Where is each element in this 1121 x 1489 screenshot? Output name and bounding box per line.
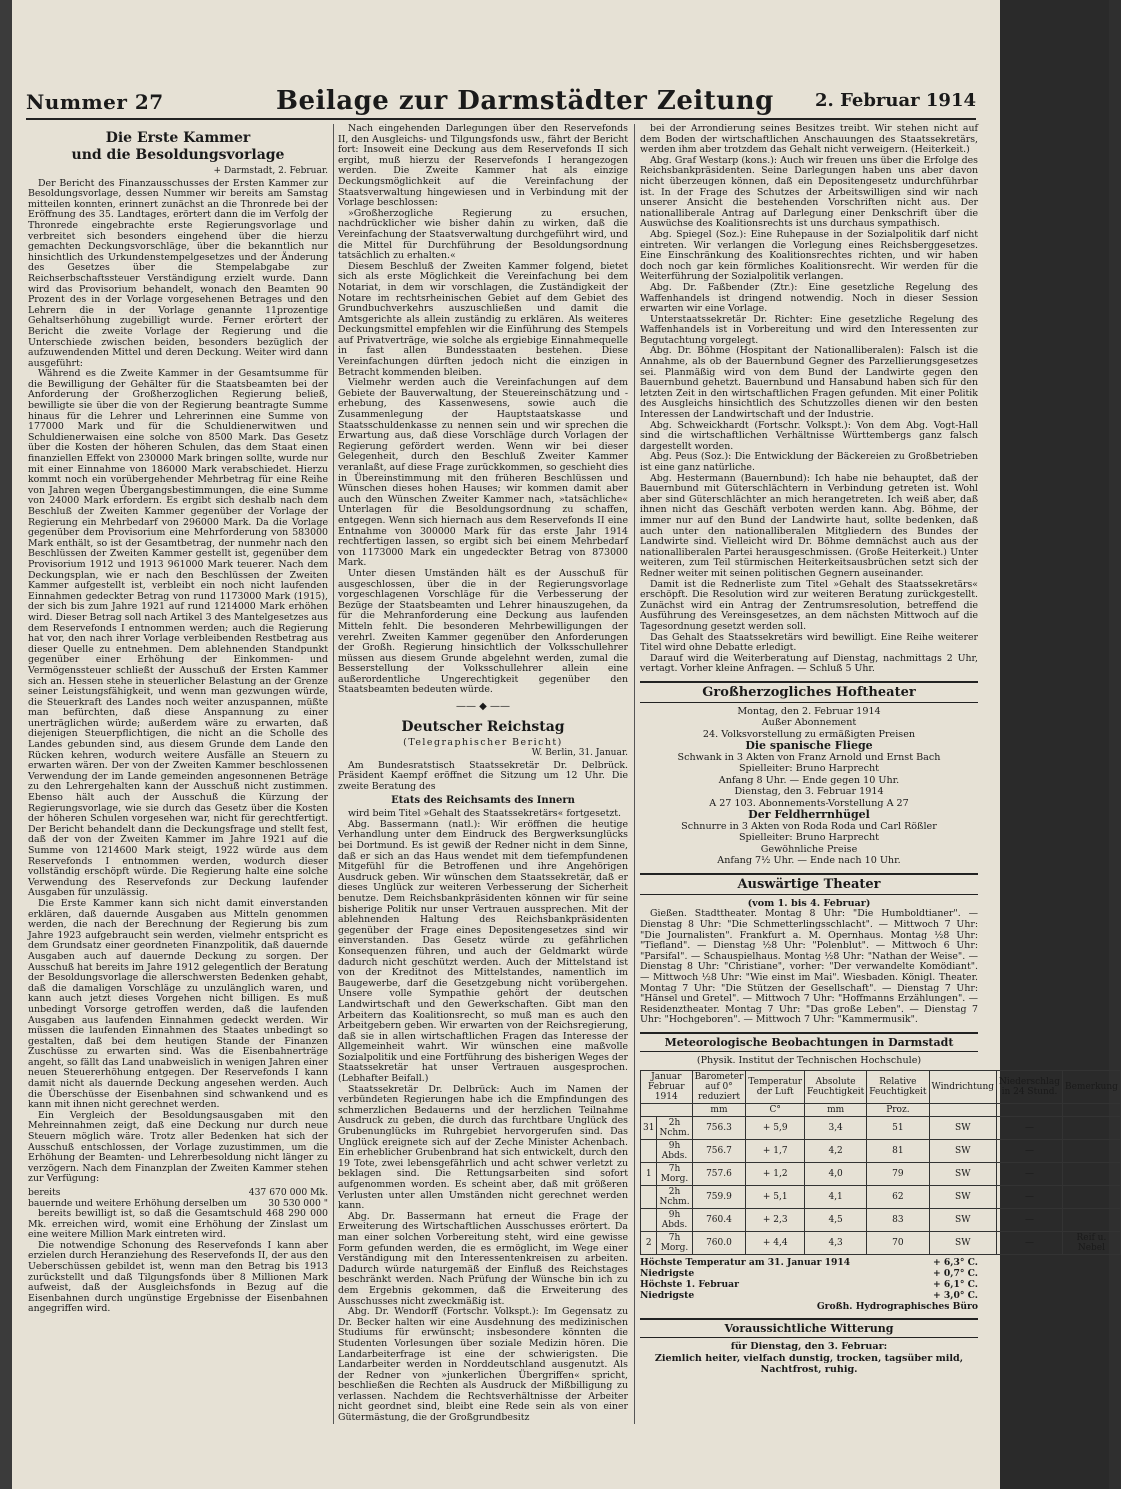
meteo-cell: —	[997, 1140, 1063, 1163]
meteo-table	[640, 1070, 1121, 1255]
paragraph: Abg. Graf Westarp (kons.): Auch wir freuen uns über die Erfolge des Reichsbankpräsidenten. Seine Darlegungen haben uns aber davon nicht überzeugen können, daß ein Depositengesetz undurchführbar ist. In der Frage des Schutzes der Arbeitswilligen sind wir nach unserer Ansicht die bestehenden Vorschriften nicht aus. Der nationalliberale Antrag auf Darlegung einer Denkschrift über die Auswüchse des Koalitionsrechts ist uns durchaus sympathisch.	[640, 154, 978, 230]
meteo-cell: 31	[641, 1117, 657, 1140]
paragraph: Abg. Dr. Böhme (Hospitant der Nationalliberalen): Falsch ist die Annahme, als ob der Bauernbund Gegner des Parzellierungsgesetzes sei. Planmäßig wird von dem Bund der Landwirte gegen den Bauernbund gehetzt. Bauernbund und Hansabund haben sich für den letzten Zeit in den wirtschaftlichen Fragen gefunden. Mit einer Politik des Ausgleichs hinsichtlich des Schutzzolles dienen wir den besten Interessen der Landwirtschaft und der Industrie.	[640, 345, 978, 421]
paragraph: Der Bericht des Finanzausschusses der Ersten Kammer zur Besoldungsvorlage, dessen Nummer wir bereits am Samstag mitteilen konnten, erinnert zunächst an die Thronrede bei der Eröffnung des 35. Landtages, erörtert dann die im Verfolg der Thronrede eingebrachte erste Regierungsvorlage und verbreitet sich besonders eingehend über die hierzu gemachten Deckungsvorschläge, über die bekanntlich nur hinsichtlich des Urkundenstempelgesetzes und der Änderung des Gesetzes über die Stempelabgabe zur Reichserbschaftssteuer Verständigung erzielt wurde. Dann wird das Provisorium behandelt, wonach den Beamten 90 Prozent des in der Vorlage vorgesehenen Betrages und den Lehrern die in der Vorlage genannte 11prozentige Gehaltserhöhung zugebilligt wurde. Ferner erörtert der Bericht die zweite Vorlage der Regierung und die Unterschiede zwischen beiden, besonders bezüglich der aufzuwendenden Mittel und deren Deckung. Weiter wird dann ausgeführt:	[28, 177, 328, 369]
sum-value: 30 530 000 "	[268, 1198, 328, 1209]
meteo-cell: 756.3	[692, 1117, 746, 1140]
meteo-cell	[641, 1186, 657, 1209]
meteo-cell: 9h Abds.	[657, 1209, 692, 1232]
forecast-text: Ziemlich heiter, vielfach dunstig, trocken, tagsüber mild, Nachtfrost, ruhig.	[654, 1352, 964, 1376]
paragraph: Die notwendige Schonung des Reservefonds I kann aber erzielen durch Heranziehung des Reservefonds II, der aus den Ueberschüssen gebildet ist, wenn man den Betrag bis 1913 zurückstellt und daß Tilgungsfonds über 8 Millionen Mark aufweist, daß der Ausgleichsfonds in Bezug auf die Eisenbahnen durch ungünstige Ergebnisse der Eisenbahnen angegriffen wird.	[28, 1239, 328, 1315]
paragraph: Während es die Zweite Kammer in der Gesamtsumme für die Bewilligung der Gehälter für die Staatsbeamten bei der Anforderung der Großherzoglichen Regierung beließ, bewilligte sie über die von der Regierung beantragte Summe hinaus für die Lehrer und Lehrerinnen eine Summe von 177000 Mark und für die Schuldienerwitwen und Schuldienerwaisen eine solche von 8500 Mark. Das Gesetz über die Kosten der höheren Schulen, das dem Staat einen finanziellen Effekt von 230000 Mark bringen sollte, wurde nur mit einer Einnahme von 186000 Mark verabschiedet. Hierzu kommt noch ein vorübergehender Mehrbetrag für eine Reihe von Jahren wegen Übergangsbestimmungen, die eine Summe von 24000 Mark erfordern. Es ergibt sich deshalb nach dem Beschluß der Zweiten Kammer gegenüber der Vorlage der Regierung ein Mehrbedarf von 296000 Mark. Da die Vorlage gegenüber dem Provisorium eine Mehrforderung von 583000 Mark enthält, so ist der Gesamtbetrag, der nunmehr nach den Beschlüssen der Zweiten Kammer gestellt ist, gegenüber dem Provisorium 1912 und 1913 961000 Mark teuerer. Nach dem Deckungsplan, wie er nach den Beschlüssen der Zweiten Kammer aufgestellt ist, verbleibt ein noch nicht laufenden Einnahmen gedeckter Betrag von rund 1173000 Mark (1915), der sich bis zum Jahre 1921 auf rund 1214000 Mark erhöhen wird. Dieser Betrag soll nach Artikel 3 des Mantelgesetzes aus dem Reservefonds I entnommen werden; auch die Regierung hat vor, den nach ihrer Vorlage verbleibenden Restbetrag aus dieser Quelle zu entnehmen. Dem ablehnenden Standpunkt gegenüber einer Erhöhung der Einkommen- und Vermögenssteuer schließt der Ausschuß der Ersten Kammer sich an. Hessen stehe in steuerlicher Belastung an der Grenze seiner Leistungsfähigkeit, und wenn man gezwungen würde, die Steuerkraft des Landes noch weiter anzuspannen, müßte man befürchten, daß diese Anspannung zu einer unerträglichen würde; außerdem wäre zu erwarten, daß diejenigen Steuerpflichtigen, die nicht an die Scholle des Landes gebunden sind, aus diesem Grunde dem Lande den Rücken kehren, wodurch weitere Ausfälle an Steuern zu erwarten wären. Der von der Zweiten Kammer beschlossenen Verwendung der im Lande gemeinden angesonnenen Beträge zu den Lehrergehalten kann der Ausschuß nicht zustimmen. Ebenso hält auch der Ausschuß die Kürzung der Regierungsvorlage, wie sie durch das Gesetz über die Kosten der höheren Schulen vorgesehen war, nicht für gerechtfertigt. Der Bericht behandelt dann die Deckungsfrage und stellt fest, daß der von der Zweiten Kammer im Jahre 1921 auf die Summe von 1214600 Mark steigt, 1922 würde aus dem Reservefonds I entnommen werden, wodurch dieser vollständig erschöpft würde. Die Regierung halte eine solche Verwendung des Reservefonds zur Deckung laufender Ausgaben für unzulässig.	[28, 368, 328, 899]
paragraph: Ein Vergleich der Besoldungsausgaben mit den Mehreinnahmen zeigt, daß eine Deckung nur durch neue Steuern möglich wäre. Trotz aller Bedenken hat sich der Ausschuß entschlossen, der Vorlage zuzustimmen, um die Erhöhung der Beamten- und Lehrerbesoldung nicht länger zu verzögern. Nach dem Finanzplan der Zweiten Kammer stehen zur Verfügung:	[28, 1109, 328, 1185]
temp-label: Höchste Temperatur am 31. Januar 1914	[640, 1257, 851, 1269]
meteo-unit: mm	[692, 1104, 746, 1117]
meteo-cell	[1062, 1140, 1120, 1163]
meteo-cell: 760.4	[692, 1209, 746, 1232]
meteo-cell: 4,2	[805, 1140, 867, 1163]
meteo-col-header: Temperatur der Luft	[746, 1071, 805, 1104]
meteo-row	[641, 1140, 1121, 1163]
theater-heading: Großherzogliches Hoftheater	[640, 681, 978, 703]
meteo-cell: SW	[929, 1186, 997, 1209]
meteo-col-header: Absolute Feuchtigkeit	[805, 1071, 867, 1104]
meteo-cell: + 5,9	[746, 1117, 805, 1140]
meteo-col-header: Januar Februar 1914	[641, 1071, 693, 1104]
theater-program	[640, 706, 978, 867]
meteo-row	[641, 1209, 1121, 1232]
meteo-cell: 79	[867, 1163, 929, 1186]
program-line: A 27 103. Abonnements-Vorstellung A 27	[709, 797, 909, 809]
meteo-cell: 756.7	[692, 1140, 746, 1163]
scan-edge-right	[1109, 0, 1121, 1489]
meteo-cell: SW	[929, 1163, 997, 1186]
newspaper-title: Beilage zur Darmstädter Zeitung	[276, 86, 774, 116]
temp-label: Niedrigste	[640, 1290, 695, 1302]
meteo-unit: Proz.	[867, 1104, 929, 1117]
temp-value: + 3,0° C.	[932, 1290, 978, 1302]
meteo-cell: 7h Morg.	[657, 1163, 692, 1186]
quote: »Großherzogliche Regierung zu ersuchen, nachdrücklicher wie bisher dahin zu wirken, daß die Vereinfachung der Staatsverwaltung durchgeführt wird, und die Mittel für Durchführung der Besoldungsordnung tatsächlich zu erhalten.«	[338, 207, 628, 262]
paragraph: wird beim Titel »Gehalt des Staatssekretärs« fortgesetzt.	[348, 808, 622, 820]
external-theater-text: Gießen. Stadttheater. Montag 8 Uhr: "Die Humboldtianer". — Dienstag 8 Uhr: "Die Schmetterlingsschlacht". — Mittwoch 7 Uhr: "Die Journalisten". Frankfurt a. M. Opernhaus. Montag ½8 Uhr: "Tiefland". — Dienstag ½8 Uhr: "Polenblut". — Mittwoch 6 Uhr: "Parsifal". — Schauspielhaus. Montag ½8 Uhr: "Nathan der Weise". — Dienstag 8 Uhr: "Christiane", vorher: "Der verwandelte Komödiant". — Mittwoch ½8 Uhr: "Wie einst im Mai". Wiesbaden. Königl. Theater. Montag 7 Uhr: "Die Stützen der Gesellschaft". — Dienstag 7 Uhr: "Hänsel und Gretel". — Mittwoch 7 Uhr: "Hoffmanns Erzählungen". — Residenztheater. Montag 7 Uhr: "Das große Leben". — Dienstag 7 Uhr: "Hochgeboren". — Mittwoch 7 Uhr: "Kammermusik".	[640, 908, 978, 1026]
meteo-cell: SW	[929, 1209, 997, 1232]
column-3	[640, 123, 1118, 1424]
paragraph: Abg. Spiegel (Soz.): Eine Ruhepause in der Sozialpolitik darf nicht eintreten. Wir verlangen die Vorlegung eines Reichsberggesetzes. Eine Einschränkung des Koalitionsrechtes richten, und wir haben doch noch gar kein förmliches Koalitionsrecht. Wir werden für die Weiterführung der Sozialpolitik verlangen.	[640, 228, 978, 283]
meteo-cell: Reif u. Nebel	[1062, 1232, 1120, 1255]
meteo-unit-row	[641, 1104, 1121, 1117]
paragraph: Darauf wird die Weiterberatung auf Dienstag, nachmittags 2 Uhr, vertagt. Vorher kleine Anfragen. — Schluß 5 Uhr.	[640, 652, 978, 675]
meteo-col-header: Barometer auf 0° reduziert	[692, 1071, 746, 1104]
meteo-cell	[641, 1140, 657, 1163]
meteo-heading: Meteorologische Beobachtungen in Darmstadt	[640, 1032, 978, 1052]
meteo-cell: 2h Nchm.	[657, 1186, 692, 1209]
paragraph: Diesem Beschluß der Zweiten Kammer folgend, bietet sich als erste Möglichkeit die Vereinfachung bei dem Notariat, in dem wir vorschlagen, die Zuständigkeit der Notare im rechtsrheinischen Gebiet auf dem Gebiet des Grundbuchverkehrs auszuschließen und damit die Amtsgerichte als allein zuständig zu erklären. Als weiteres Deckungsmittel empfehlen wir die Einführung des Stempels auf Privatverträge, wie solche als ergiebige Einnahmequelle in fast allen Bundesstaaten bestehen. Diese Vereinfachungen dürften jedoch nicht die einzigen in Betracht kommenden bleiben.	[338, 260, 628, 378]
sum-label: bereits	[28, 1187, 61, 1198]
meteo-totals	[640, 1257, 978, 1312]
paragraph: Unterstaatssekretär Dr. Richter: Eine gesetzliche Regelung des Waffenhandels ist in Vorbereitung und wird den Interessenten zur Begutachtung vorgelegt.	[640, 313, 978, 346]
play-title: Die spanische Fliege	[745, 739, 873, 753]
office-name: Großh. Hydrographisches Büro	[816, 1301, 978, 1313]
column-divider	[333, 124, 334, 1424]
paragraph: Abg. Bassermann (natl.): Wir eröffnen die heutige Verhandlung unter dem Eindruck des Bergwerksunglücks bei Dortmund. Es ist gewiß der Redner nicht in dem Sinne, daß er sich an das Haus wendet mit dem tiefempfundenen Mitgefühl für die Betroffenen und ihre Angehörigen Ausdruck geben. Wir wünschen dem Staatssekretär, daß er dieses Unglück zur weiteren Verbesserung der Sicherheit benutze. Dem Reichsbankpräsidenten können wir für seine bisherige Politik nur unser Vertrauen aussprechen. Mit der ablehnenden Haltung des Reichsbankpräsidenten gegenüber der Frage eines Depositengesetzes sind wir einverstanden. Das Gesetz würde zu gefährlichen Konsequenzen führen, und auch der Geldmarkt würde dadurch nicht geschützt werden. Auch der Mittelstand ist von der Kreditnot des Mittelstandes, namentlich im Baugewerbe, darf die Gesetzgebung nicht vorübergehen. Unsere volle Sympathie gehört der deutschen Landwirtschaft und den Gewerkschaften. Gibt man den Arbeitern das Koalitionsrecht, so muß man es auch den Arbeitgebern geben. Wir erwarten von der Reichsregierung, daß sie in allen wirtschaftlichen Fragen das Interesse der Allgemeinheit wahrt. Wir wünschen eine maßvolle Sozialpolitik und eine Fortführung des bisherigen Weges der Staatssekretär hat unser Vertrauen ausgesprochen. (Lebhafter Beifall.)	[338, 818, 628, 1085]
paragraph: bei der Arrondierung seines Besitzes treibt. Wir stehen nicht auf dem Boden der wirtschaftlichen Anschauungen des Staatssekretärs, werden ihm aber trotzdem das Gehalt nicht verweigern. (Heiterkeit.)	[640, 123, 978, 156]
paragraph: Abg. Hestermann (Bauernbund): Ich habe nie behauptet, daß der Bauernbund mit Güterschlächtern in Verbindung getreten ist. Wohl aber sind Güterschlächter an mich herangetreten. Ich weiß aber, daß ihnen nicht das Geschäft verboten werden kann. Abg. Böhme, der immer nur auf den Bund der Landwirte haut, sollte bedenken, daß auch unter den nationalliberalen Mitgliedern des Bundes der Landwirte sind. Vielleicht wird Dr. Böhme demnächst auch aus der nationalliberalen Partei herausgeschmissen. (Große Heiterkeit.) Unter weiteren, zum Teil stürmischen Heiterkeitsausbrüchen setzt sich der Redner weiter mit seinen politischen Gegnern auseinander.	[640, 472, 978, 579]
meteo-cell: 4,1	[805, 1186, 867, 1209]
meteo-cell: 2h Nchm.	[657, 1117, 692, 1140]
heading-line-2: und die Besoldungsvorlage	[71, 147, 285, 163]
meteo-cell: 4,3	[805, 1232, 867, 1255]
meteo-cell	[641, 1209, 657, 1232]
meteo-cell	[1062, 1163, 1120, 1186]
meteo-cell: 83	[867, 1209, 929, 1232]
sum-value: 437 670 000 Mk.	[248, 1187, 328, 1198]
scan-edge-left	[0, 0, 12, 1489]
meteo-body	[641, 1117, 1121, 1255]
paragraph: Unter diesen Umständen hält es der Ausschuß für ausgeschlossen, über die in der Regierungsvorlage vorgeschlagenen Vorschläge für die Verbesserung der Bezüge der Staatsbeamten und Lehrer hinauszugehen, da für die Mehranforderung eine Deckung aus laufenden Mitteln fehlt. Die besonderen Mehrbewilligungen der verehrl. Zweiten Kammer gegenüber den Anforderungen der Großh. Regierung hinsichtlich der Volksschullehrer müssen aus diesem Grunde abgelehnt werden, zumal die Besserstellung der Volksschullehrer allein eine außerordentliche Ungerechtigkeit gegenüber den Staatsbeamten bedeuten würde.	[338, 567, 628, 696]
meteo-cell: —	[997, 1117, 1063, 1140]
paragraph: Nach eingehenden Darlegungen über den Reservefonds II, den Ausgleichs- und Tilgungsfonds usw., fährt der Bericht fort: Insoweit eine Deckung aus dem Reservefonds II sich ergibt, muß hierzu der Reservefonds I herangezogen werden. Die Zweite Kammer hat als einzige Deckungsmöglichkeit auf die Vereinfachung der Staatsverwaltung hingewiesen und in Verbindung mit der Vorlage beschlossen:	[338, 123, 628, 209]
heading-line-1: Die Erste Kammer	[105, 130, 251, 146]
paragraph: Am Bundesratstisch Staatssekretär Dr. Delbrück. Präsident Kaempf eröffnet die Sitzung um 12 Uhr. Die zweite Beratung des	[338, 759, 628, 793]
issue-number: Nummer 27	[26, 90, 164, 114]
meteo-col-header: Bemerkung	[1062, 1071, 1120, 1104]
etat-heading: Etats des Reichsamts des Innern	[391, 794, 575, 806]
meteo-cell: 1	[641, 1163, 657, 1186]
issue-date: 2. Februar 1914	[815, 90, 976, 111]
meteo-cell: 4,5	[805, 1209, 867, 1232]
meteo-cell: 757.6	[692, 1163, 746, 1186]
masthead	[26, 86, 976, 116]
program-line: Anfang 8 Uhr. — Ende gegen 10 Uhr.	[718, 774, 900, 786]
meteo-cell: —	[997, 1186, 1063, 1209]
meteo-cell: 3,4	[805, 1117, 867, 1140]
temp-label: Höchste 1. Februar	[640, 1279, 739, 1291]
program-line: Anfang 7½ Uhr. — Ende nach 10 Uhr.	[717, 855, 901, 867]
meteo-cell: 9h Abds.	[657, 1140, 692, 1163]
column-1	[28, 124, 328, 1424]
paragraph: Staatssekretär Dr. Delbrück: Auch im Namen der verbündeten Regierungen habe ich die Empfindungen des schmerzlichen Bedauerns und der herzlichen Teilnahme Ausdruck zu geben, die durch das furchtbare Unglück des Grubenunglücks im Ruhrgebiet hervorgerufen sind. Das Unglück ereignete sich auf der Zeche Minister Achenbach. Ein erheblicher Grubenbrand hat sich entwickelt, durch den 19 Tote, zwei lebensgefährlich und acht schwer verletzt zu beklagen sind. Die Rettungsarbeiten sind sofort aufgenommen worden. Es scheint aber, daß mit größeren Verlusten unter allen Umständen nicht gerechnet werden kann.	[338, 1083, 628, 1212]
meteo-col-header: Relative Feuchtigkeit	[867, 1071, 929, 1104]
meteo-cell: + 1,7	[746, 1140, 805, 1163]
dateline: + Darmstadt, 2. Februar.	[213, 166, 328, 176]
meteo-cell: + 2,3	[746, 1209, 805, 1232]
meteo-cell: —	[997, 1209, 1063, 1232]
meteo-cell	[1062, 1186, 1120, 1209]
meteo-cell: 81	[867, 1140, 929, 1163]
meteo-cell	[1062, 1117, 1120, 1140]
external-theater-sub: (vom 1. bis 4. Februar)	[747, 897, 871, 909]
meteo-cell: 62	[867, 1186, 929, 1209]
temp-label: Niedrigste	[640, 1268, 695, 1280]
meteo-cell: —	[997, 1232, 1063, 1255]
program-line: Außer Abonnement	[761, 717, 857, 729]
program-line: Gewöhnliche Preise	[760, 843, 858, 855]
paragraph: Damit ist die Rednerliste zum Titel »Gehalt des Staatssekretärs« erschöpft. Die Resolution wird zur weiteren Beratung zurückgestellt. Zunächst wird ein Antrag der Zentrumsresolution, betreffend die Ausführung des Vereinsgesetzes, an dem nächsten Mittwoch auf die Tagesordnung gesetzt werden soll.	[640, 578, 978, 632]
sum-block	[28, 1187, 328, 1209]
column-divider	[634, 124, 635, 1424]
meteo-cell: SW	[929, 1232, 997, 1255]
meteo-sub: (Physik. Institut der Technischen Hochschule)	[696, 1054, 922, 1066]
meteo-header-row	[641, 1071, 1121, 1104]
meteo-cell: 760.0	[692, 1232, 746, 1255]
forecast-sub: für Dienstag, den 3. Februar:	[730, 1341, 888, 1353]
meteo-row	[641, 1186, 1121, 1209]
meteo-row	[641, 1232, 1121, 1255]
meteo-cell: 2	[641, 1232, 657, 1255]
section-divider: —— ◆ ——	[455, 701, 511, 713]
meteo-row	[641, 1117, 1121, 1140]
meteo-col-header: Windrichtung	[929, 1071, 997, 1104]
program-line: Schwank in 3 Akten von Franz Arnold und Ernst Bach	[677, 751, 941, 763]
sum-label: bauernde und weitere Erhöhung derselben um	[28, 1198, 247, 1209]
meteo-cell: + 1,2	[746, 1163, 805, 1186]
reichstag-heading: Deutscher Reichstag	[401, 718, 565, 735]
meteo-cell: —	[997, 1163, 1063, 1186]
meteo-unit: mm	[805, 1104, 867, 1117]
temp-value: + 6,1° C.	[932, 1279, 978, 1291]
meteo-cell: SW	[929, 1140, 997, 1163]
meteo-unit: C°	[746, 1104, 805, 1117]
program-line: Dienstag, den 3. Februar 1914	[734, 786, 884, 798]
column-2	[338, 124, 628, 1424]
temp-value: + 6,3° C.	[932, 1257, 978, 1269]
meteo-cell: + 4,4	[746, 1232, 805, 1255]
program-line: Montag, den 2. Februar 1914	[737, 705, 881, 717]
paragraph: Abg. Schweickhardt (Fortschr. Volkspt.): Von dem Abg. Vogt-Hall sind die wirtschaftlichen Verhältnisse Württembergs ganz falsch dargestellt worden.	[640, 419, 978, 452]
temp-value: + 0,7° C.	[932, 1268, 978, 1280]
external-theater-heading: Auswärtige Theater	[640, 873, 978, 895]
meteo-cell: 7h Morg.	[657, 1232, 692, 1255]
paragraph: bereits bewilligt ist, so daß die Gesamtschuld 468 290 000 Mk. erreichen wird, womit eine Erhöhung der Zinslast um eine weitere Million Mark eintreten wird.	[28, 1208, 328, 1241]
meteo-cell	[1062, 1209, 1120, 1232]
paragraph: Das Gehalt des Staatssekretärs wird bewilligt. Eine Reihe weiterer Titel wird ohne Debatte erledigt.	[640, 631, 978, 654]
meteo-row	[641, 1163, 1121, 1186]
meteo-cell: SW	[929, 1117, 997, 1140]
forecast-heading: Voraussichtliche Witterung	[640, 1318, 978, 1338]
meteo-cell: + 5,1	[746, 1186, 805, 1209]
paragraph: Abg. Dr. Wendorff (Fortschr. Volkspt.): Im Gegensatz zu Dr. Becker halten wir eine Ausdehnung des medizinischen Studiums für erwünscht; insbesondere könnten die Studenten Vorlesungen über soziale Medizin hören. Die Landarbeiterfrage ist eine der schwierigsten. Die Landarbeiter werden in Norddeutschland ausgenutzt. Als der Redner von »junkerlichen Übergriffen« spricht, beschließen die Rechten als Ausdruck der Mißbilligung zu verlassen. Nachdem die Rechtsverhältnisse der Arbeiter nicht geordnet sind, bleibt eine Rede sein als von einer Gütermästung, die der Großgrundbesitz	[338, 1306, 628, 1424]
meteo-cell: 759.9	[692, 1186, 746, 1209]
meteo-cell: 4,0	[805, 1163, 867, 1186]
paragraph: Die Erste Kammer kann sich nicht damit einverstanden erklären, daß dauernde Ausgaben aus Mitteln genommen werden, die nach der Berechnung der Regierung bis zum Jahre 1923 aufgebraucht sein werden, vielmehr entspricht es dem Grundsatz einer geordneten Finanzpolitik, daß dauernde Ausgaben auch auf dauernde Deckung zu sorgen. Der Ausschuß hat bereits im Jahre 1912 gelegentlich der Beratung der Besoldungsvorlage die allerschwersten Bedenken gehabt, daß die damaligen Vorschläge zu unzulänglich waren, und kann auch jetzt dieses Vorgehen nicht billigen. Es muß unbedingt Vorsorge getroffen werden, daß die laufenden Ausgaben aus laufenden Einnahmen gedeckt werden. Wir müssen die laufenden Einnahmen des Staates unbedingt so gestalten, daß bei dem heutigen Stande der Finanzen Zuschüsse zu erwarten sind. Was die Eisenbahnerträge angeht, so fällt das Land unabweislich in wenigen Jahren einer neuen Steuererhöhung entgegen. Der Reservefonds I kann damit nicht als dauernde Deckung angesehen werden. Auch die Überschüsse der Eisenbahnen sind schwankend und es kann mit ihnen nicht gerechnet werden.	[28, 897, 328, 1111]
program-line: Schnurre in 3 Akten von Roda Roda und Carl Rößler	[681, 820, 937, 832]
paragraph: Abg. Peus (Soz.): Die Entwicklung der Bäckereien zu Großbetrieben ist eine ganz natürliche.	[640, 451, 978, 473]
program-line: Spielleiter: Bruno Harprecht	[738, 832, 880, 844]
paragraph: Abg. Dr. Faßbender (Ztr.): Eine gesetzliche Regelung des Waffenhandels ist dringend notwendig. Noch in dieser Session erwarten wir eine Vorlage.	[640, 281, 978, 315]
play-title: Der Feldherrnhügel	[748, 808, 870, 822]
paragraph: Abg. Dr. Bassermann hat erneut die Frage der Erweiterung des Wirtschaftlichen Ausschusses erörtert. Da man einer solchen Vorbereitung steht, wird eine gewisse Form gefunden werden, die es ermöglicht, im Wege einer Verständigung mit den Interessentenkreisen zu arbeiten. Dadurch würde naturgemäß der Einfluß des Reichstages beschränkt werden. Nach Prüfung der Wünsche bin ich zu dem Ergebnis gekommen, daß die Erweiterung des Ausschusses nicht zweckmäßig ist.	[338, 1210, 628, 1307]
meteo-cell: 51	[867, 1117, 929, 1140]
program-line: 24. Volksvorstellung zu ermäßigten Preisen	[702, 728, 916, 740]
meteo-cell: 70	[867, 1232, 929, 1255]
program-line: Spielleiter: Bruno Harprecht	[738, 763, 880, 775]
dateline: W. Berlin, 31. Januar.	[531, 748, 628, 759]
subheading: (Telegraphischer Bericht)	[403, 736, 563, 748]
paragraph: Vielmehr werden auch die Vereinfachungen auf dem Gebiete der Bauverwaltung, der Steuereinschätzung und -erhebung, des Kassenwesens, sowie auch die Zusammenlegung der Hauptstaatskasse und Staatsschuldenkasse zu nennen sein und wir sprechen die Erwartung aus, daß diese Vorschläge durch Vorlagen der Regierung gefördert werden. Wenn wir bei dieser Gelegenheit, durch den Beschluß Zweiter Kammer veranlaßt, auf diese Frage zurückkommen, so geschieht dies in Übereinstimmung mit den früheren Beschlüssen und Wünschen dieses hohen Hauses; wir kommen damit aber auch den Wünschen Zweiter Kammer nach, »tatsächliche« Unterlagen für die Besoldungsordnung zu schaffen, entgegen. Wenn sich hiernach aus dem Reservefonds II eine Entnahme von 300000 Mark für das erste Jahr 1914 rechtfertigen lassen, so ergibt sich bei einem Mehrbedarf von 1173000 Mark ein ungedeckter Betrag von 873000 Mark.	[338, 377, 628, 569]
article-heading	[28, 130, 328, 164]
masthead-rule	[26, 118, 976, 120]
meteo-col-header: Niederschlag in 24 Stund.	[997, 1071, 1063, 1104]
